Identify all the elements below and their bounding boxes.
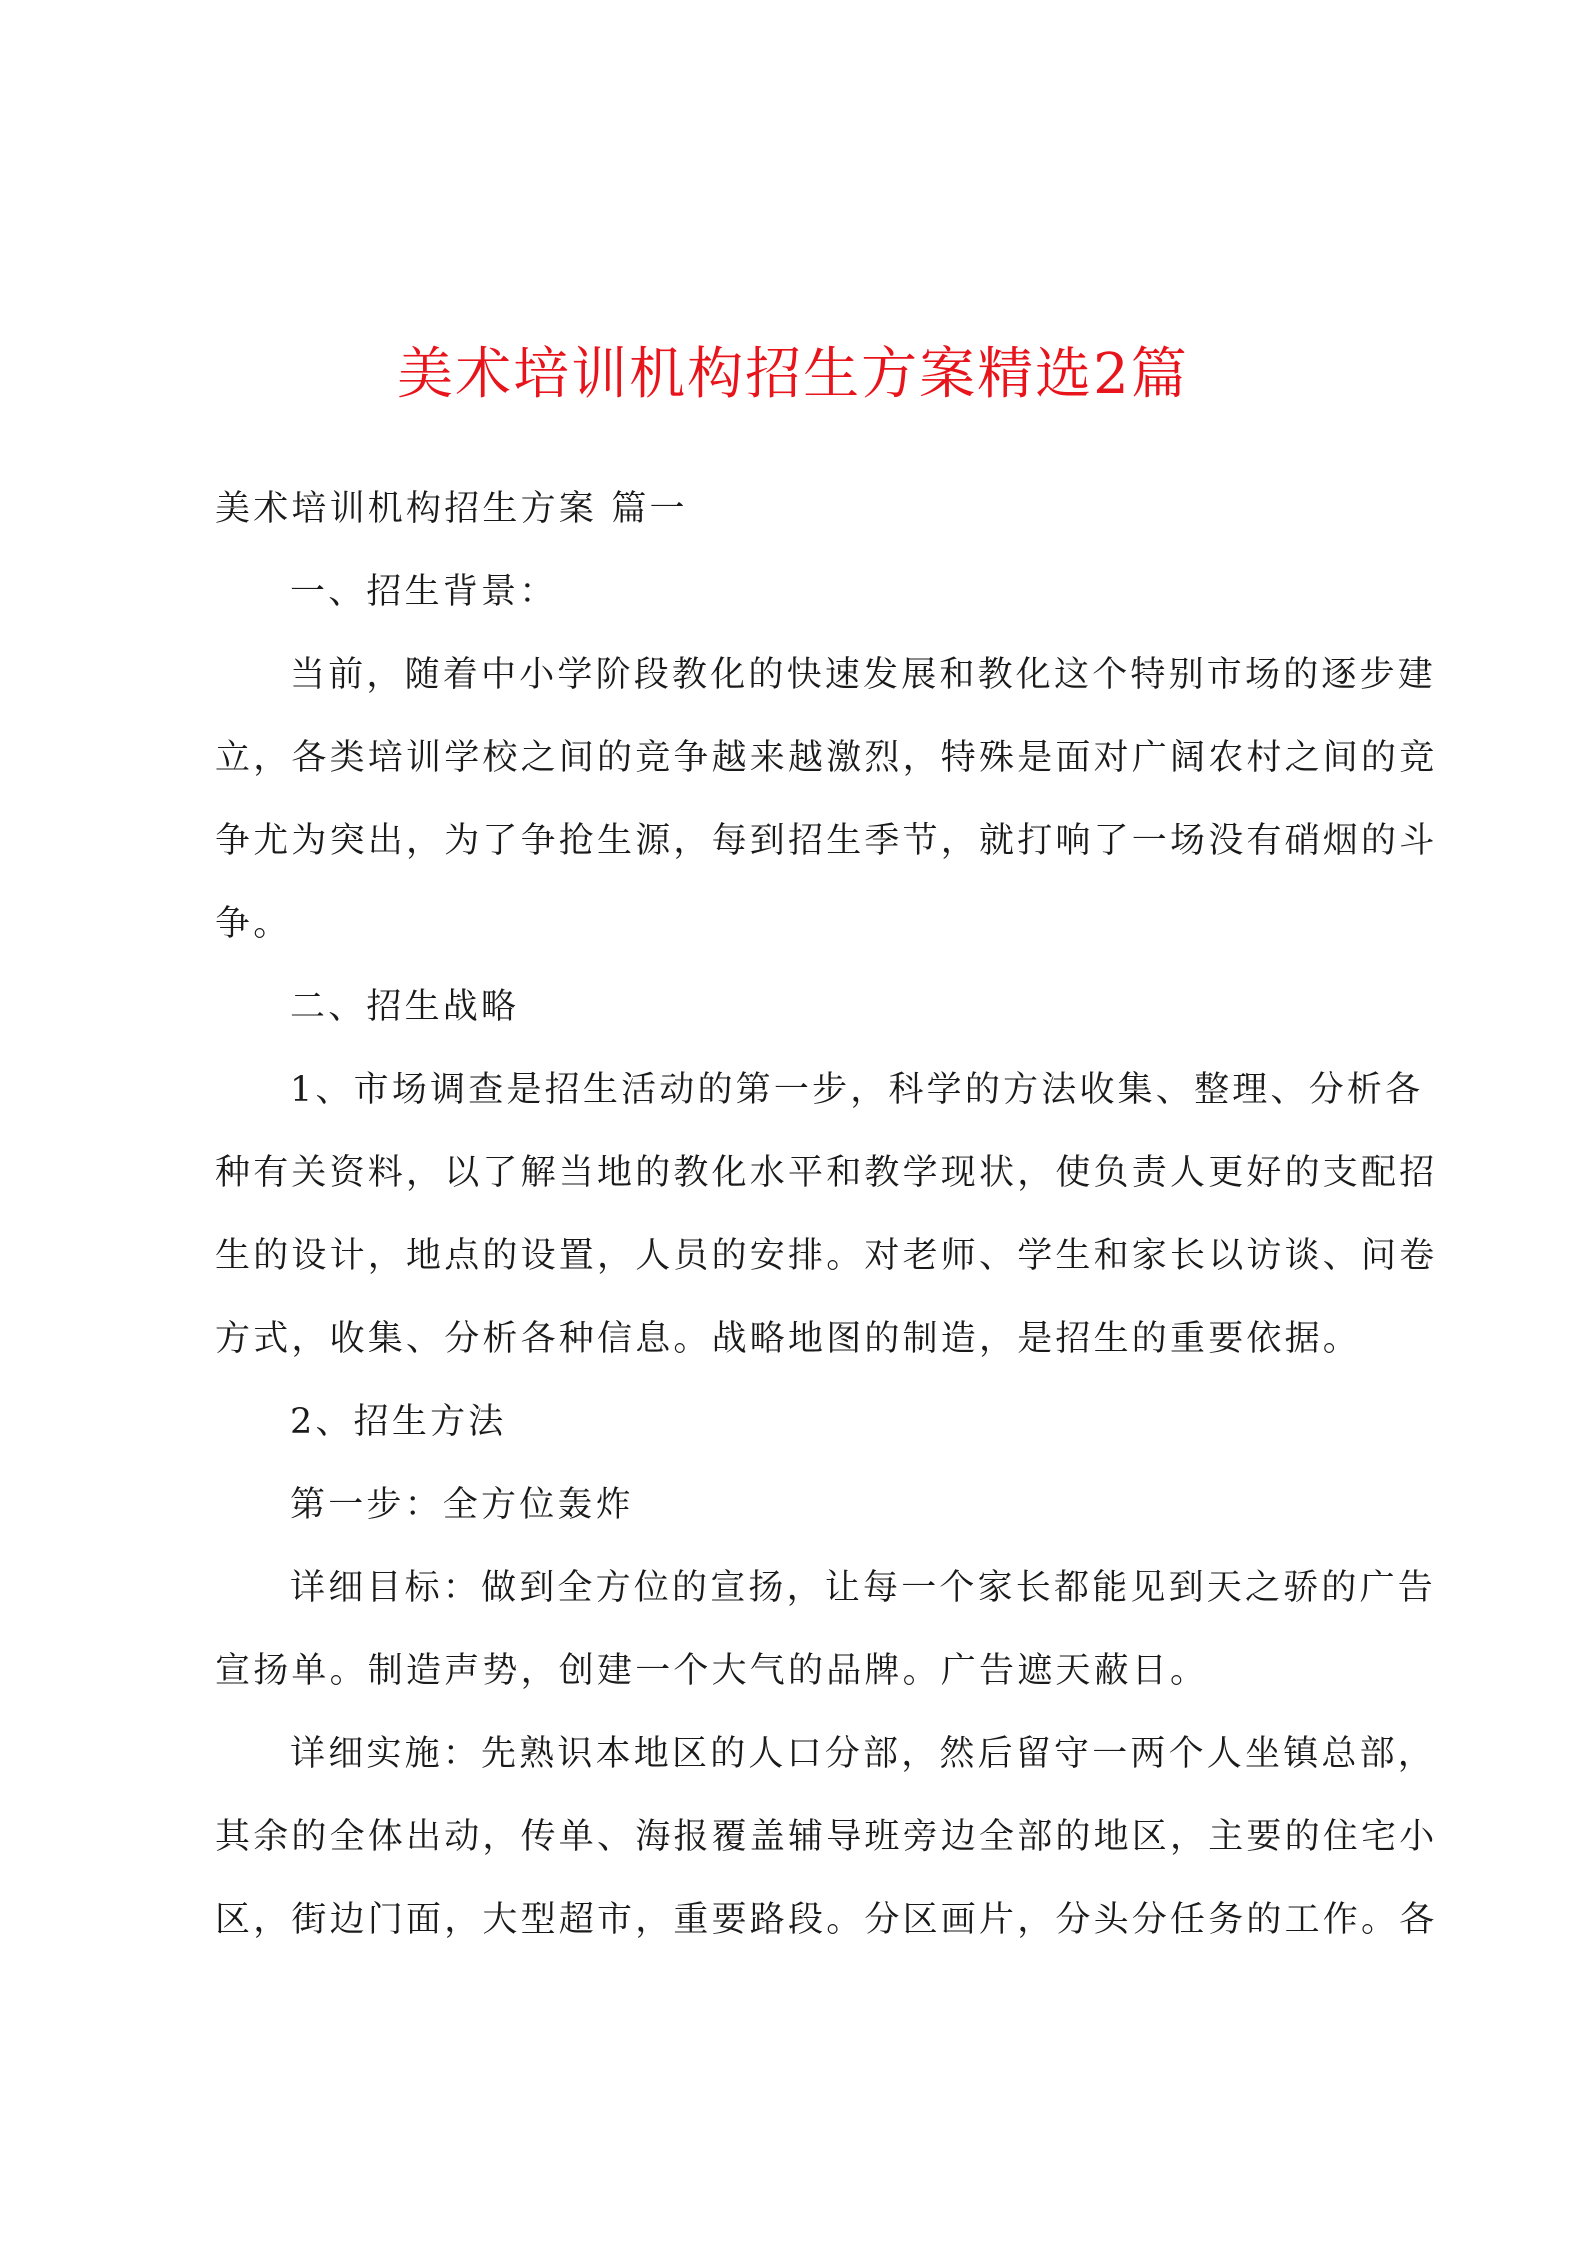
section-heading: 美术培训机构招生方案 篇一 — [215, 489, 688, 529]
document-body — [215, 468, 1438, 1962]
subheading: 2、招生方法 — [290, 1402, 507, 1442]
subheading: 二、招生战略 — [290, 987, 520, 1027]
paragraph-line: 当前，随着中小学阶段教化的快速发展和教化这个特别市场的逐步建 — [290, 655, 1437, 695]
subheading: 第一步：全方位轰炸 — [290, 1485, 634, 1525]
subheading: 一、招生背景： — [290, 572, 558, 612]
paragraph-line: 争。 — [215, 904, 292, 944]
paragraph-line: 宣扬单。制造声势，创建一个大气的品牌。广告遮天蔽日。 — [215, 1651, 1209, 1691]
paragraph-line: 1、市场调查是招生活动的第一步，科学的方法收集、整理、分析各 — [290, 1070, 1424, 1110]
paragraph-line: 区，街边门面，大型超市，重要路段。分区画片，分头分任务的工作。各 — [215, 1900, 1438, 1940]
paragraph-line: 详细目标：做到全方位的宣扬，让每一个家长都能见到天之骄的广告 — [290, 1568, 1437, 1608]
paragraph-line: 其余的全体出动，传单、海报覆盖辅导班旁边全部的地区，主要的住宅小 — [215, 1817, 1438, 1857]
document-title: 美术培训机构招生方案精选2篇 — [397, 342, 1189, 407]
paragraph-line: 争尤为突出，为了争抢生源，每到招生季节，就打响了一场没有硝烟的斗 — [215, 821, 1438, 861]
paragraph-line: 种有关资料，以了解当地的教化水平和教学现状，使负责人更好的支配招 — [215, 1153, 1438, 1193]
paragraph-line: 立，各类培训学校之间的竞争越来越激烈，特殊是面对广阔农村之间的竞 — [215, 738, 1438, 778]
paragraph-line: 生的设计，地点的设置，人员的安排。对老师、学生和家长以访谈、问卷 — [215, 1236, 1438, 1276]
paragraph-line: 详细实施：先熟识本地区的人口分部，然后留守一两个人坐镇总部， — [290, 1734, 1437, 1774]
paragraph-line: 方式，收集、分析各种信息。战略地图的制造，是招生的重要依据。 — [215, 1319, 1362, 1359]
